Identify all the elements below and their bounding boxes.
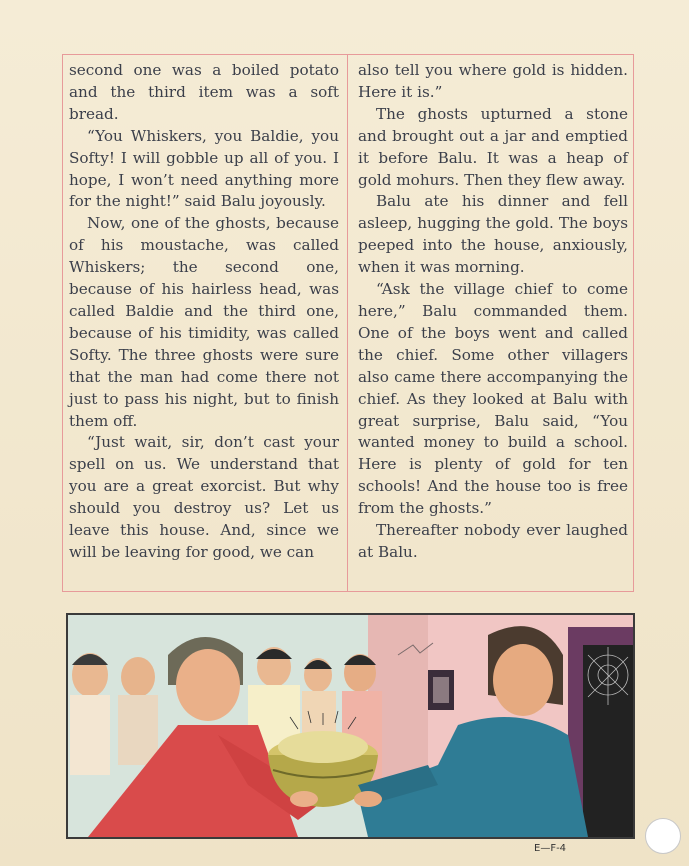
column-divider: [347, 54, 348, 592]
story-paragraph: second one was a boiled potato and the third item was a soft bread.: [69, 61, 339, 123]
library-stamp-icon: [645, 818, 681, 854]
illustration-drawing: [68, 615, 633, 837]
story-paragraph: The ghosts upturned a stone and brought out a jar and emptied it before Balu. It was a heap of gold mohurs. Then they flew away.: [358, 104, 628, 189]
story-left-column: [69, 60, 339, 564]
story-paragraph: also tell you where gold is hidden. Here it is.”: [358, 61, 628, 101]
story-illustration: [66, 613, 635, 839]
story-paragraph: Balu ate his dinner and fell asleep, hugging the gold. The boys peeped into the house, anxiously, when it was morning.: [358, 192, 628, 277]
page-code: E—F-4: [534, 843, 567, 854]
story-right-column: [358, 60, 628, 564]
story-paragraph: “You Whiskers, you Baldie, you Softy! I will gobble up all of you. I hope, I won’t need anything more for the night!” said Balu joyously.: [69, 126, 339, 211]
story-paragraph: Now, one of the ghosts, because of his moustache, was called Whiskers; the second one, because of his hairless head, was called Baldie and the third one, because of his timidity, was called Softy. The three ghosts were sure that the man had come there not just to pass his night, but to finish them off.: [69, 214, 339, 430]
story-paragraph: “Ask the village chief to come here,” Balu commanded them. One of the boys went and called the chief. Some other villagers also came there accompanying the chief. As they looked at Balu with great surprise, Balu said, “You wanted money to build a school. Here is plenty of gold for ten schools! And the house too is free from the ghosts.”: [358, 280, 628, 518]
story-paragraph: Thereafter nobody ever laughed at Balu.: [358, 521, 628, 561]
story-paragraph: “Just wait, sir, don’t cast your spell on us. We understand that you are a great exorcist. But why should you destroy us? Let us leave this house. And, since we will be leaving for good, we can: [69, 433, 339, 561]
